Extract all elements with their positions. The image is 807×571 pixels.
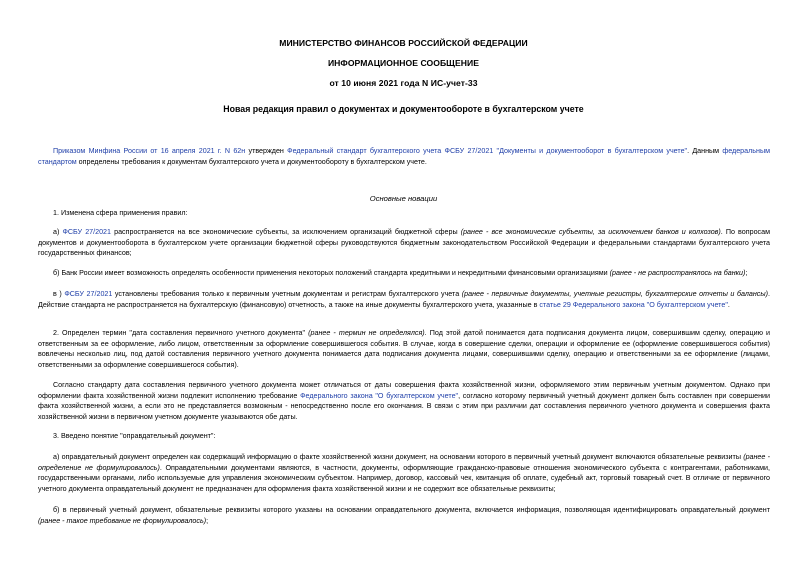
intro-paragraph [38, 146, 770, 167]
item-3a-text-2: . Оправдательными документами являются, в частности, документы, оформляющие гражданско-правовые отношения экономического субъекта с контрагентами, работниками, государственными органами, либо используемые для управления экономическим субъектом. Например, договор, кассовый чек, квитанция об оплате, судебный акт, торговый товарный счет. В отличие от первичного учетного документа оправдательный документ не предназначен для оформления факта хозяйственной жизни и не содержит все обязательные реквизиты; [38, 463, 770, 493]
item-3a-note: (ранее - определение не формулировалось) [38, 453, 770, 472]
section-title: Основные новации [369, 194, 438, 203]
intro-text-2: . Данным [687, 147, 723, 155]
article-29-link[interactable]: статье 29 Федерального закона "О бухгалтерском учете" [539, 300, 728, 309]
item-2-text-1: 2. Определен термин "дата составления первичного учетного документа" [53, 329, 309, 337]
item-1a-note: (ранее - все экономические субъекты, за исключением банков и колхозов) [460, 228, 721, 236]
document-title: Новая редакция правил о документах и документообороте в бухгалтерском учете [223, 104, 584, 114]
item-2b-text-2: , согласно которому первичный учетный документ должен быть составлен при совершении факта хозяйственной жизни, а если это не представляется возможным - непосредственно после его окончания. В связи с этим при различии дат составления первичного учетного документа и совершения факта хозяйственной жизни в первичном учетном документе указываются обе даты. [38, 391, 771, 421]
item-1a-text-2: . По вопросам документов и документооборота в бухгалтерском учете организации бюджетной сферы руководствуются бюджетным законодательством Российской Федерации и федеральными стандартами бухгалтерского учета государственных финансов; [38, 228, 770, 258]
federal-standard-link[interactable]: федеральным стандартом [38, 147, 771, 166]
item-3b-text-1: б) в первичный учетный документ, обязательные реквизиты которого указаны на основании оправдательного документа, включается информация, позволяющая идентифицировать оправдательный документ [53, 506, 770, 514]
intro-text-1: утвержден [245, 147, 288, 155]
federal-law-link[interactable]: Федерального закона "О бухгалтерском учете" [300, 391, 459, 400]
document-type-heading: ИНФОРМАЦИОННОЕ СООБЩЕНИЕ [327, 58, 480, 68]
item-1c-text-2: . Действие стандарта не распространяется на бухгалтерскую (финансовую) отчетность, а также на иные документы бухгалтерского учета, указанные в [38, 290, 770, 309]
item-1b-text-2: ; [745, 269, 748, 277]
item-1: 1. Изменена сфера применения правил: [53, 209, 188, 217]
item-1a-prefix: а) [53, 228, 63, 236]
fsbu-link-2[interactable]: ФСБУ 27/2021 [64, 290, 113, 298]
item-3b [38, 505, 770, 526]
standard-link[interactable]: Федеральный стандарт бухгалтерского учета ФСБУ 27/2021 "Документы и документооборот в бухгалтерском учете" [287, 147, 688, 155]
date-number-heading: от 10 июня 2021 года N ИС-учет-33 [329, 78, 478, 88]
item-1c-prefix: в ) [53, 290, 65, 298]
item-3a-text-1: а) оправдательный документ определен как содержащий информацию о факте хозяйственной жизни документ, на основании которого в первичный учетный документ включаются обязательные реквизиты [53, 453, 744, 461]
item-1b [38, 268, 770, 279]
item-1a [38, 227, 770, 259]
item-2 [38, 328, 770, 370]
item-3b-text-2: ; [206, 516, 209, 525]
fsbu-link-1[interactable]: ФСБУ 27/2021 [62, 228, 112, 236]
item-1a-text-1: распространяется на все экономические субъекты, за исключением организаций бюджетной сферы [111, 228, 461, 236]
ministry-heading: МИНИСТЕРСТВО ФИНАНСОВ РОССИЙСКОЙ ФЕДЕРАЦИИ [279, 38, 528, 48]
item-1b-text-1: б) Банк России имеет возможность определять особенности применения некоторых положений стандарта кредитными и некредитными финансовыми организациями [53, 269, 610, 277]
item-1c-note: (ранее - первичные документы, учетные регистры, бухгалтерские отчеты и балансы) [461, 290, 768, 298]
item-2b-text-1: Согласно стандарту дата составления первичного учетного документа может отличаться от даты совершения факта хозяйственной жизни, оформляемого этим первичным учетным документом. Однако при оформлении факта хозяйственной жизни подлежит исполнению требование [38, 381, 770, 400]
item-2-continuation [38, 380, 770, 422]
item-2-note: (ранее - термин не определялся) [308, 329, 425, 337]
item-1c-text-3: . [727, 300, 730, 309]
item-3a [38, 452, 770, 494]
item-3b-note: (ранее - такое требование не формулировалось) [38, 516, 207, 525]
item-1b-note: (ранее - не распространялось на банки) [609, 269, 746, 277]
item-1c [38, 289, 770, 310]
order-link[interactable]: Приказом Минфина России от 16 апреля 2021 г. N 62н [53, 147, 246, 155]
intro-text-3: определены требования к документам бухгалтерского учета и документообороту в бухгалтерском учете. [76, 157, 427, 166]
item-3: 3. Введено понятие "оправдательный документ": [53, 432, 216, 440]
item-2-text-2: . Под этой датой понимается дата подписания документа лицом, совершившим сделку, операцию и ответственным за ее оформление, либо лицом, ответственным за оформление совершившегося события. В случае, когда в совершение сделки, операции и оформление ее (оформление совершившегося события) вовлечены несколько лиц, под датой составления первичного учетного документа понимается дата подписания документа лицами, совершившими сделку, операцию и ответственными за ее оформление (лицами, ответственными за оформление совершившегося события). [38, 329, 771, 369]
item-1c-text-1: установлены требования только к первичным учетным документам и регистрам бухгалтерского учета [112, 290, 462, 298]
